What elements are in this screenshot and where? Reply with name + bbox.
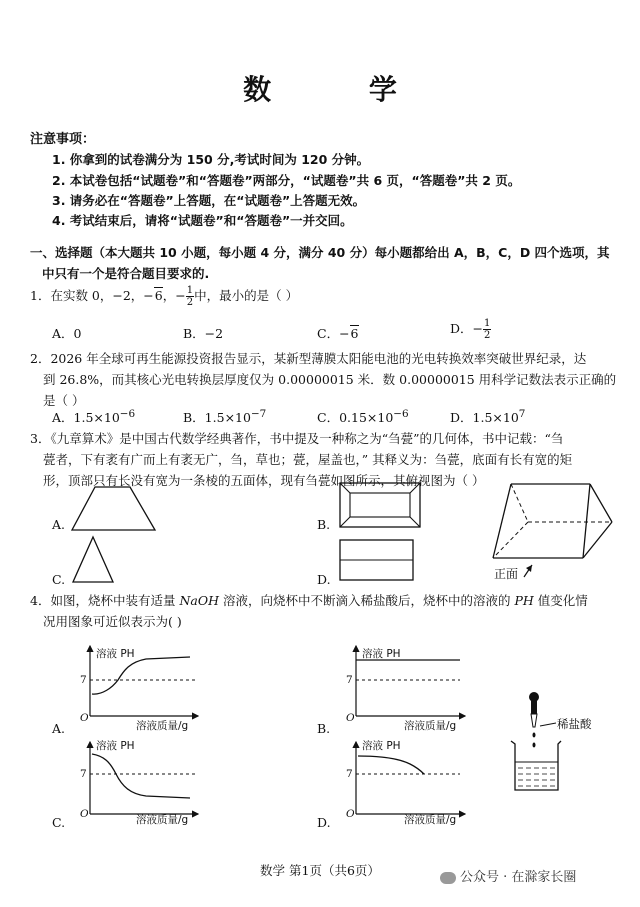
graph-d-origin: O <box>346 808 355 820</box>
q2-option-b-base: B．1.5×10 <box>183 410 251 426</box>
q2-line-1: 2．2026 年全球可再生能源投资报告显示，某新型薄膜太阳能电池的光电转换效率突破世界纪录，达 <box>30 351 587 366</box>
section-line-2: 中只有一个是符合题目要求的. <box>42 266 210 281</box>
q1-option-c-sqrt: 6 <box>350 326 359 341</box>
graph-c-ylabel: 溶液 PH <box>96 740 135 752</box>
q4-ph: PH <box>514 593 534 608</box>
q4-option-a: A. <box>52 721 66 736</box>
q2-option-a-base: A．1.5×10 <box>52 410 120 426</box>
notice-item-3: 3. 请务必在“答题卷”上答题，在“试题卷”上答题无效。 <box>52 193 366 208</box>
q4-text-b: 溶液，向烧杯中不断滴入稀盐酸后，烧杯中的溶液的 <box>218 593 515 608</box>
q4-curve-a <box>92 657 190 694</box>
q1-text-b: ，− <box>162 288 186 303</box>
q3-option-a: A. <box>52 517 66 532</box>
graph-d-ylabel: 溶液 PH <box>362 740 401 752</box>
q1-option-c-pre: C．− <box>317 326 350 341</box>
q1-text-c: 中，最小的是（ ） <box>194 288 299 303</box>
notice-item-1: 1. 你拿到的试卷满分为 150 分,考试时间为 120 分钟。 <box>52 152 370 167</box>
q3-line-3: 形，顶部只有长没有宽为一条棱的五面体，现有刍甍如图所示，其俯视图为（ ） <box>43 473 485 488</box>
q1-option-d-num: 1 <box>484 318 491 329</box>
graph-a-origin: O <box>80 712 89 724</box>
front-label: 正面 <box>494 567 519 581</box>
graph-b-xlabel: 溶液质量/g <box>404 720 457 732</box>
q1-frac-den: 2 <box>186 297 194 308</box>
graph-b-origin: O <box>346 712 355 724</box>
q2-line-2: 到 26.8%，而其核心光电转换层厚度仅为 0.00000015 米．数 0.00000015 用科学记数法表示正确的 <box>43 372 617 387</box>
q4-line-2: 况用图象可近似表示为( ) <box>43 614 182 629</box>
graph-d-xlabel: 溶液质量/g <box>404 814 457 826</box>
graph-a-xlabel: 溶液质量/g <box>136 720 189 732</box>
q1-text-a: 1．在实数 0，−2，− <box>30 288 154 303</box>
notice-heading: 注意事项： <box>30 132 96 147</box>
graph-c-tick: 7 <box>80 768 87 780</box>
q2-option-c-exp: −6 <box>393 408 409 420</box>
section-line-1: 一、选择题（本大题共 10 小题，每小题 4 分，满分 40 分）每小题都给出 A，B，C，D 四个选项，其 <box>30 245 610 260</box>
acid-pointer-icon <box>538 720 558 730</box>
q2-option-c-base: C．0.15×10 <box>317 410 394 426</box>
graph-c-xlabel: 溶液质量/g <box>136 814 189 826</box>
q3-line-2: 甍者，下有袤有广而上有袤无广，刍，草也；甍，屋盖也，” 其释义为：刍甍，底面有长有宽的矩 <box>43 452 573 467</box>
q4-text-c: 值变化情 <box>533 593 588 608</box>
q1-option-d-pre: D．− <box>450 321 483 336</box>
graph-b-ylabel: 溶液 PH <box>362 648 401 660</box>
q1-option-d-den: 2 <box>484 330 491 341</box>
graph-a-ylabel: 溶液 PH <box>96 648 135 660</box>
notice-item-4: 4. 考试结束后，请将“试题卷”和“答题卷”一并交回。 <box>52 213 353 228</box>
q2-option-b-exp: −7 <box>250 408 267 420</box>
q4-curve-d <box>358 756 424 774</box>
wechat-icon <box>440 872 456 884</box>
q4-option-b: B. <box>317 721 331 736</box>
notice-item-2: 2. 本试卷包括“试题卷”和“答题卷”两部分，“试题卷”共 6 页，“答题卷”共 2 页。 <box>52 173 521 188</box>
beaker-dropper-icon <box>511 692 561 790</box>
q3-option-b: B. <box>317 517 331 532</box>
graph-d-tick: 7 <box>346 768 353 780</box>
q3-line-1: 3．《九章算术》是中国古代数学经典著作，书中提及一种称之为“刍甍”的几何体，书中记载：“刍 <box>30 431 564 446</box>
q1-sqrt: 6 <box>154 288 163 303</box>
q1-option-b: B．−2 <box>183 326 224 341</box>
q4-option-d: D. <box>317 815 331 830</box>
q3-option-d: D. <box>317 572 331 587</box>
q2-line-3: 是（ ） <box>43 393 85 408</box>
q2-option-d-base: D．1.5×10 <box>450 410 519 426</box>
page-footer: 数学 第1页（共6页） <box>260 863 380 878</box>
q3-option-c: C. <box>52 572 66 587</box>
q1-frac-num: 1 <box>186 285 194 296</box>
acid-label: 稀盐酸 <box>557 717 592 731</box>
q4-option-c: C. <box>52 815 66 830</box>
page-title: 数 学 <box>243 73 441 106</box>
graph-b-tick: 7 <box>346 674 353 686</box>
q2-option-a-exp: −6 <box>119 408 136 420</box>
watermark <box>440 866 576 885</box>
graph-c-origin: O <box>80 808 89 820</box>
watermark-text: 公众号 · 在滁家长圈 <box>460 870 577 885</box>
q4-naoh: NaOH <box>179 593 219 608</box>
q4-text-a: 4．如图，烧杯中装有适量 <box>30 593 180 608</box>
q1-option-a: A．0 <box>52 326 82 341</box>
graph-a-tick: 7 <box>80 674 87 686</box>
q4-curve-c <box>92 754 190 798</box>
q2-option-d-exp: 7 <box>518 408 526 420</box>
